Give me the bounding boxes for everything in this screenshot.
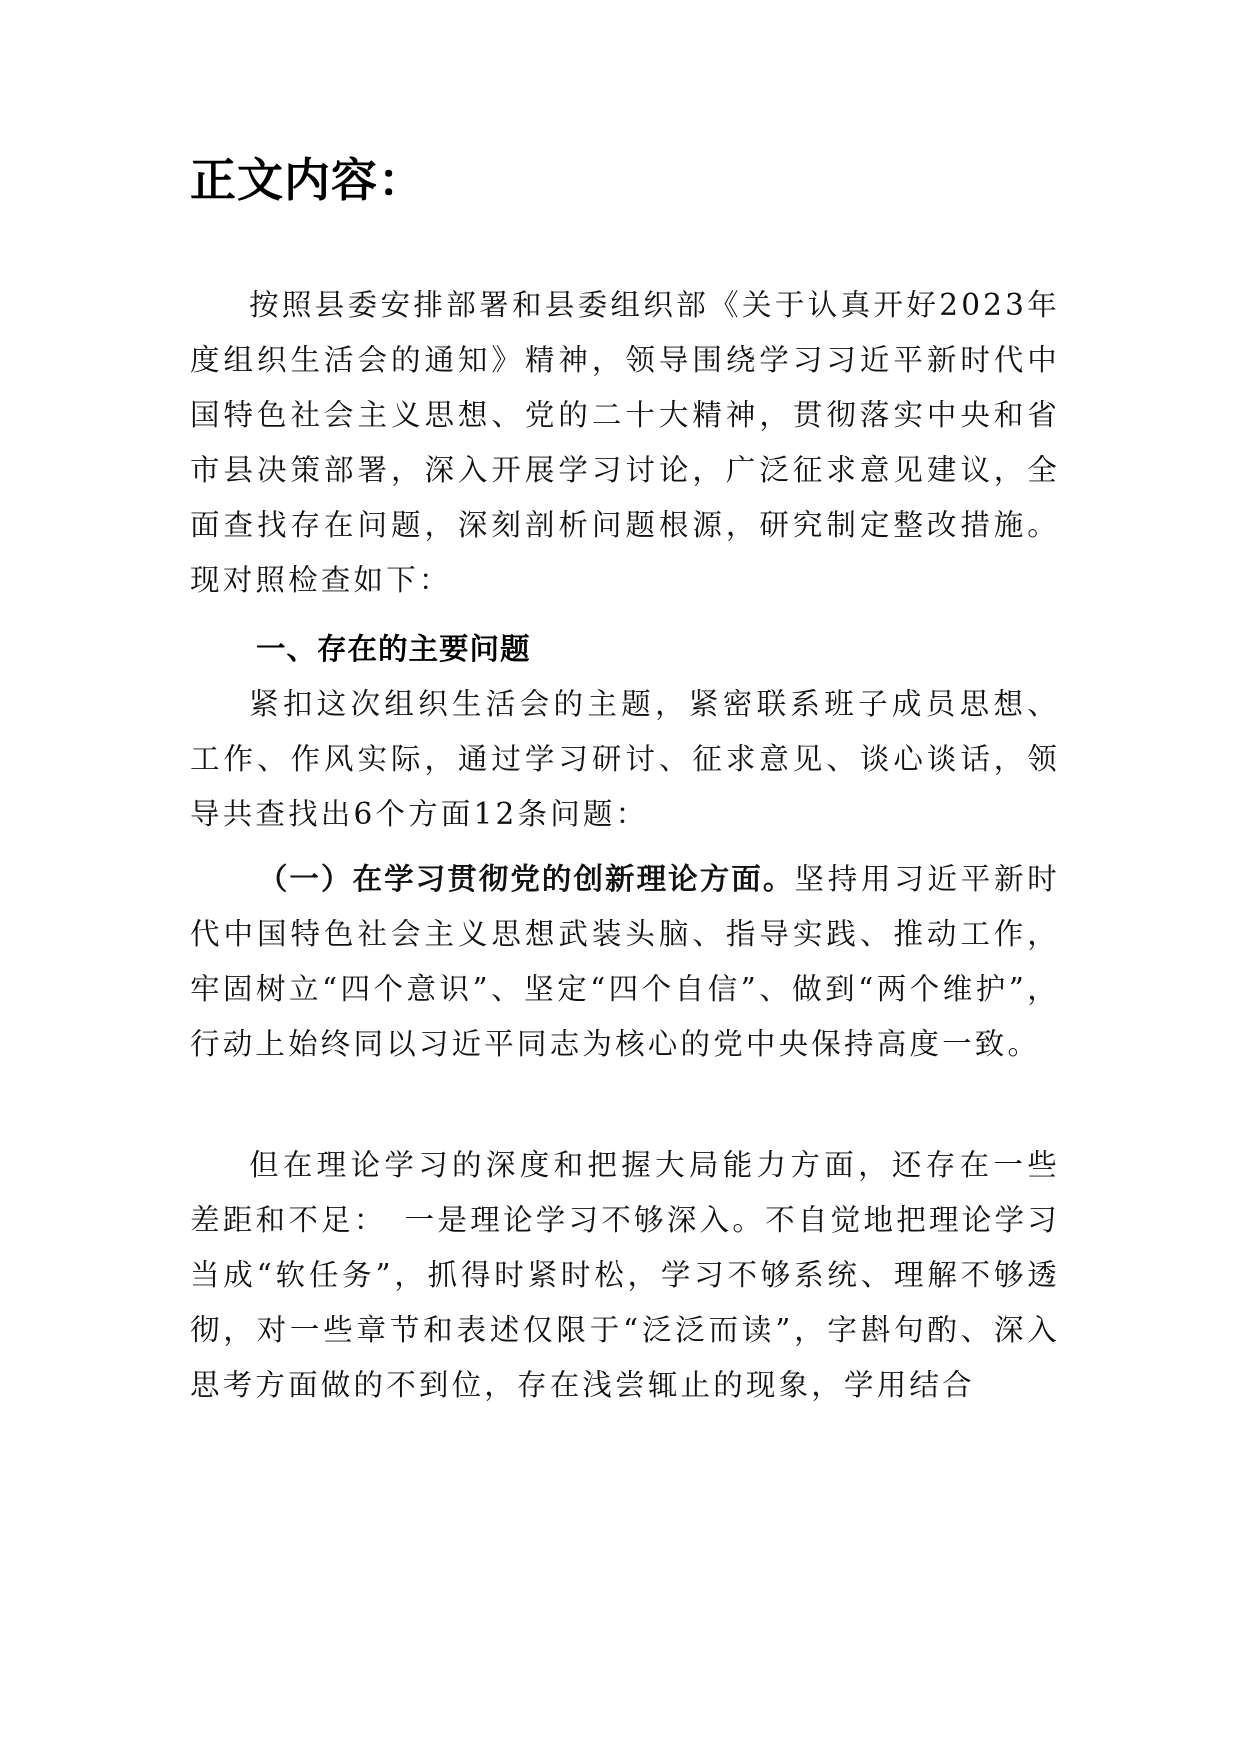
section-heading: 一、存在的主要问题	[256, 632, 531, 666]
document-title: 正文内容：	[190, 153, 425, 207]
summary-paragraph: 紧扣这次组织生活会的主题，紧密联系班子成员思想、工作、作风实际，通过学习研讨、征求意见、谈心谈话，领导共查找出6个方面12条问题：	[190, 687, 1060, 831]
item-text: 坚持用习近平新时代中国特色社会主义思想武装头脑、指导实践、推动工作，牢固树立“四个意识”、坚定“四个自信”、做到“两个维护”，行动上始终同以习近平同志为核心的党中央保持高度一致。	[190, 862, 1060, 1061]
item-paragraph	[190, 852, 1060, 1072]
item-lead: （一）在学习贯彻党的创新理论方面。	[257, 862, 795, 896]
shortfall-paragraph: 但在理论学习的深度和把握大局能力方面，还存在一些差距和不足： 一是理论学习不够深入。不自觉地把理论学习当成“软任务”，抓得时紧时松，学习不够系统、理解不够透彻，对一些章节和表述仅限于“泛泛而读”，字斟句酌、深入思考方面做的不到位，存在浅尝辄止的现象，学用结合	[190, 1148, 1060, 1402]
intro-paragraph: 按照县委安排部署和县委组织部《关于认真开好2023年度组织生活会的通知》精神，领导围绕学习习近平新时代中国特色社会主义思想、党的二十大精神，贯彻落实中央和省市县决策部署，深入开展学习讨论，广泛征求意见建议，全面查找存在问题，深刻剖析问题根源，研究制定整改措施。现对照检查如下：	[190, 288, 1060, 597]
